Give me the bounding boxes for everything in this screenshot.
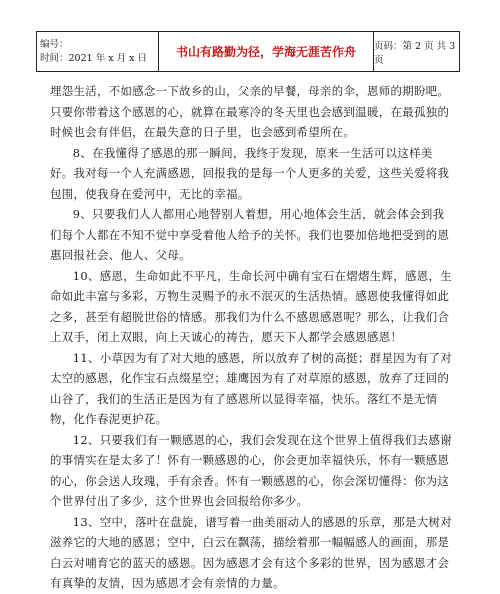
header-meta <box>37 32 159 71</box>
paragraph: 12、只要我们有一颗感恩的心，我们会发现在这个世界上值得我们去感谢的事情实在是太多了！怀有一颗感恩的心，你会更加幸福快乐，怀有一颗感恩的心，你会送人玫瑰，手有余香。怀有一颗感恩的心，你会深切懂得：你为这个世界付出了多少，这个世界也会回报给你多少。 <box>50 432 452 508</box>
number-label: 编号： <box>40 38 69 50</box>
paragraph: 11、小草因为有了对大地的感恩，所以放弃了树的高挺；群星因为有了对太空的感恩，化作宝石点缀星空；雄鹰因为有了对草原的感恩，放弃了迂回的山谷了，我们的生活正是因为有了感恩所以显得幸福，快乐。落红不是无情物，化作春泥更护花。 <box>50 350 452 426</box>
page-header <box>36 31 460 72</box>
time-label: 时间：2021 年 x 月 x 日 <box>40 52 147 64</box>
page-info <box>374 32 459 71</box>
paragraph: 9、只要我们人人都用心地替别人着想，用心地体会生活，就会体会到我们每个人都在不知不觉中享受着他人给予的关怀。我们也要加倍地把受到的恩惠回报社会、他人、父母。 <box>50 207 450 262</box>
motto-text: 书山有路勤为径，学海无涯苦作舟 <box>175 45 356 59</box>
page-label: 页码：第 2 页 共 3 页 <box>374 40 456 66</box>
document-body <box>50 81 455 594</box>
motto <box>159 32 374 71</box>
paragraph: 13、空中，落叶在盘旋，谱写着一曲美丽动人的感恩的乐章，那是大树对滋养它的大地的感恩；空中，白云在飘荡，描绘着那一幅幅感人的画面，那是白云对哺育它的蓝天的感恩。因为感恩才会有这个多彩的世界，因为感恩才会有真挚的友情，因为感恩才会有亲情的力量。 <box>50 514 452 590</box>
paragraph: 埋怨生活，不如感念一下故乡的山，父亲的早餐，母亲的伞，恩师的期盼吧。只要你带着这个感恩的心，就算在最寒冷的冬天里也会感到温暖，在最孤独的时候也会有伴侣，在最失意的日子里，也会感到希望所在。 <box>50 84 450 139</box>
paragraph: 10、感恩，生命如此不平凡，生命长河中确有宝石在熠熠生辉，感恩，生命如此丰富与多彩，万物生灵赐予的永不泯灭的生活热情。感恩使我懂得如此之多，甚至有超脱世俗的情感。那我们为什么不感恩感恩呢？那么，让我们合上双手，闭上双眼，向上天诚心的祷告，愿天下人都学会感恩感恩！ <box>50 268 452 344</box>
paragraph: 8、在我懂得了感恩的那一瞬间，我终于发现，原来一生活可以这样美好。我对每一个人充满感恩，回报我的是每一个人更多的关爱，这些关爱将我包围，使我身在爱河中，无比的幸福。 <box>50 145 450 201</box>
